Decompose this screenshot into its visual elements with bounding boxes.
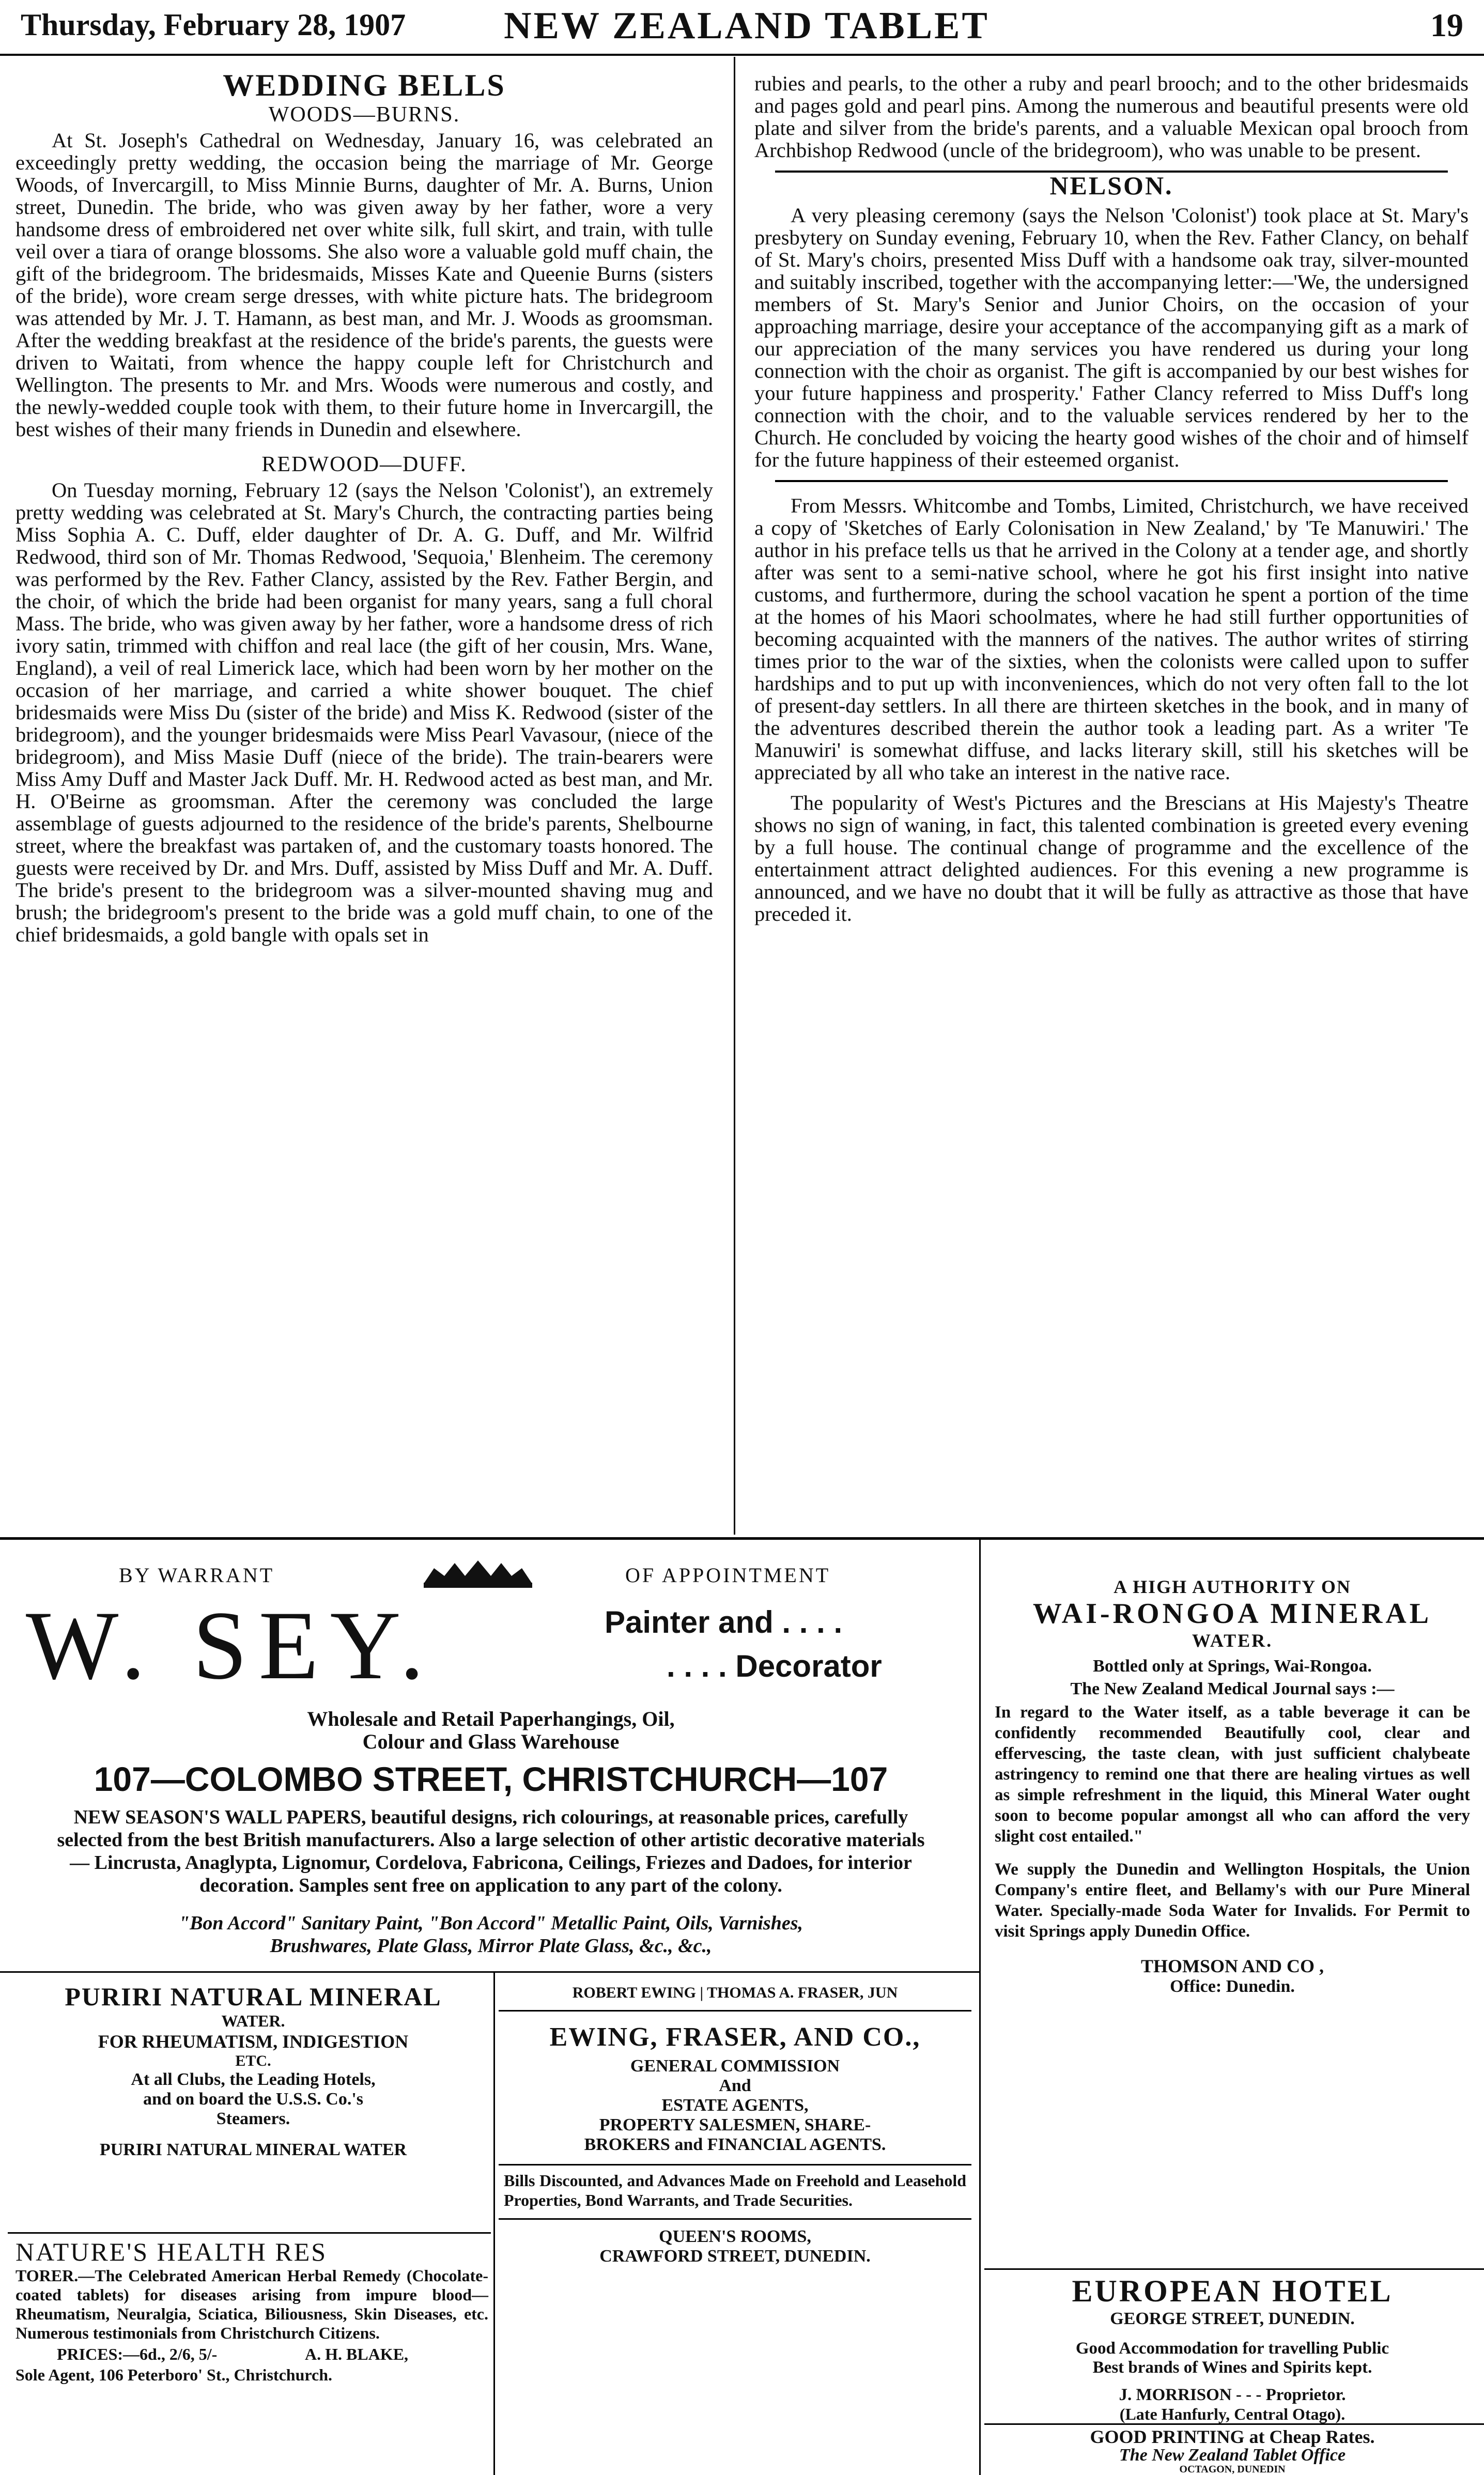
w-sey-advert bbox=[16, 1548, 966, 1982]
decorator-label: . . . . Decorator bbox=[667, 1649, 882, 1683]
sketches-review-paragraph: From Messrs. Whitcombe and Tombs, Limited, Christchurch, we have received a copy of 'Sketches of Early Colonisation in New Zealand,' by 'Te Manuwiri.' The author in his preface tells us that he arrived in the Colony at a tender age, and shortly after was sent to a semi-native school, where he got his first insight into native customs, and furthermore, during the school vacation he spent a portion of the time at the homes of his Maori schoolmates, where he had still further opportunities of becoming acquainted with the manners of the natives. The author writes of stirring times prior to the war of the sixties, when the colonists were called upon to suffer hardships and to put up with inconveniences, which do not very often fall to the lot of present-day settlers. In all there are thirteen sketches in the book, and in many of the adventures described therein the author took a leading part. As a writer 'Te Manuwiri' is somewhat diffuse, and lacks literary skill, still his sketches will be appreciated by all who take an interest in the native race. bbox=[754, 494, 1468, 784]
sey-body: NEW SEASON'S WALL PAPERS, beautiful designs, rich colourings, at reasonable prices, carefully selected from the best British manufacturers. Also a large selection of other artistic decorative materials — Lincrusta, Anaglypta, Lignomur, Cordelova, Fabricona, Ceilings, Friezes and Dadoes, for interior decoration. Samples sent free on application to any part of the colony. bbox=[57, 1806, 925, 1896]
thomson-office: Office: Dunedin. bbox=[1170, 1977, 1295, 1996]
section-rule bbox=[775, 480, 1448, 482]
puriri-footer: PURIRI NATURAL MINERAL WATER bbox=[99, 2140, 407, 2159]
advert-divider bbox=[0, 1971, 979, 1973]
good-printing: GOOD PRINTING at Cheap Rates. bbox=[1090, 2426, 1375, 2447]
redwood-duff-paragraph: On Tuesday morning, February 12 (says the Nelson 'Colonist'), an extremely pretty wedding was celebrated at St. Mary's Church, the contracting parties being Miss Sophia A. C. Duff, elder daughter of Dr. A. G. Duff, and Mr. Wilfrid Redwood, third son of Mr. Thomas Redwood, 'Sequoia,' Blenheim. The ceremony was performed by the Rev. Father Clancy, assisted by the Rev. Father Bergin, and the choir, of which the bride had been organist for many years, sang a full choral Mass. The bride, who was given away by her father, wore a handsome dress of rich ivory satin, trimmed with chiffon and real lace (the gift of her cousin, Mrs. Wane, England), a veil of real Limerick lace, which had been worn by her mother on the occasion of her marriage, and carried a white shower bouquet. The chief bridesmaids were Miss Du (sister of the bride) and Miss K. Redwood (sister of the bridegroom), and the younger bridesmaids were Miss Pearl Vavasour, (niece of the bridegroom), and Miss Masie Duff (niece of the bride). The train-bearers were Miss Amy Duff and Master Jack Duff. Mr. H. Redwood acted as best man, and Mr. H. O'Beirne as groomsman. After the ceremony was concluded the large assemblage of guests adjourned to the residence of the bride's parents, Shelbourne street, where the breakfast was partaken of, and the customary toasts honored. The guests were received by Dr. and Mrs. Duff, assisted by Miss Duff and Mr. A. Duff. The bride's present to the bridegroom was a silver-mounted shaving mug and brush; the bridegroom's present to the bride was a gold muff chain, to one of the chief bridesmaids, a gold bangle with opals set in bbox=[16, 478, 713, 946]
nelson-paragraph: A very pleasing ceremony (says the Nelson 'Colonist') took place at St. Mary's presbytery on Sunday evening, February 10, when the Rev. Father Clancy, on behalf of St. Mary's choirs, presented Miss Duff with a handsome oak tray, silver-mounted and suitably inscribed, together with the accompanying letter:—'We, the undersigned members of St. Mary's Senior and Junior Choirs, on the occasion of your approaching marriage, desire your acceptance of the accompanying gift as a mark of our appreciation of the many services you have rendered us during your long connection with the choir as organist. The gift is accompanied by our best wishes for your future happiness and prosperity.' Father Clancy referred to Miss Duff's long connection with the choir, and to the valuable services rendered by her to the Church. He concluded by voicing the hearty good wishes of the choir and of himself for the future happiness of their esteemed organist. bbox=[754, 204, 1468, 471]
european-hotel-advert bbox=[990, 2273, 1475, 2424]
painter-label: Painter and . . . . bbox=[605, 1605, 843, 1639]
natures-agent: A. H. BLAKE, bbox=[305, 2345, 409, 2363]
puriri-steamers: Steamers. bbox=[216, 2109, 290, 2128]
ewing-rooms: QUEEN'S ROOMS, bbox=[659, 2227, 811, 2246]
european-hotel-l1: Good Accommodation for travelling Public bbox=[1075, 2339, 1389, 2358]
ewing-l3: ESTATE AGENTS, bbox=[661, 2096, 809, 2115]
ewing-l2: And bbox=[719, 2076, 751, 2095]
european-hotel-street: GEORGE STREET, DUNEDIN. bbox=[1110, 2309, 1355, 2328]
ewing-l1: GENERAL COMMISSION bbox=[630, 2056, 840, 2076]
natures-title: NATURE'S HEALTH RES bbox=[16, 2237, 328, 2266]
w-sey-name: W. SEY. bbox=[26, 1591, 436, 1700]
advert-divider bbox=[8, 2232, 491, 2234]
ewing-rule bbox=[499, 2218, 971, 2220]
warehouse-line-2: Colour and Glass Warehouse bbox=[362, 1730, 620, 1753]
wedding-bells-title: WEDDING BELLS bbox=[223, 68, 506, 102]
nelson-title: NELSON. bbox=[1049, 171, 1173, 200]
warehouse-line-1: Wholesale and Retail Paperhangings, Oil, bbox=[307, 1707, 675, 1730]
masthead: NEW ZEALAND TABLET bbox=[504, 5, 990, 47]
ewing-body: Bills Discounted, and Advances Made on Freehold and Leasehold Properties, Bond Warrants, and Trade Securities. bbox=[504, 2171, 966, 2209]
wai-rongoa-quote: In regard to the Water itself, as a table beverage it can be confidently recommended Beautifully cool, clear and effervescing, the taste clean, with just sufficient chalybeate astringency to remind one that there are healing virtues as well as simple refreshment in the liquid, this Mineral Water ought soon to become popular amongst all who can afford the very slight cost entailed." bbox=[995, 1703, 1470, 1846]
european-hotel-l2: Best brands of Wines and Spirits kept. bbox=[1092, 2358, 1372, 2377]
advert-divider-vertical bbox=[493, 1971, 495, 2475]
puriri-advert bbox=[16, 1982, 491, 2160]
tablet-office-address: OCTAGON, DUNEDIN bbox=[1179, 2464, 1286, 2475]
page-number: 19 bbox=[1430, 7, 1463, 43]
tablet-office-advert bbox=[990, 2427, 1475, 2474]
natures-body: TORER.—The Celebrated American Herbal Remedy (Chocolate-coated tablets) for diseases arising from impure blood—Rheumatism, Neuralgia, Sciatica, Biliousness, Skin Diseases, etc. Numerous testimonials from Christchurch Citizens. bbox=[16, 2266, 488, 2342]
woods-burns-paragraph: At St. Joseph's Cathedral on Wednesday, January 16, was celebrated an exceedingly pretty wedding, the occasion being the marriage of Mr. George Woods, of Invercargill, to Miss Minnie Burns, daughter of Mr. A. Burns, Union street, Dunedin. The bride, who was given away by her father, wore a very handsome dress of embroidered net over white silk, full skirt, and train, with tulle veil over a tiara of orange blossoms. She also wore a valuable gold muff chain, the gift of the bridegroom. The bridesmaids, Misses Kate and Queenie Burns (sisters of the bride), wore cream serge dresses, with white picture hats. The bridegroom was attended by Mr. J. T. Hamann, as best man, and Mr. J. Woods as groomsman. After the wedding breakfast at the residence of the bride's parents, the guests were driven to Waitati, from whence the happy couple left for Christchurch and Wellington. The presents to Mr. and Mrs. Woods were numerous and costly, and the newly-wedded couple took with them, to their future home in Invercargill, the best wishes of their many friends in Dunedin and elsewhere. bbox=[16, 129, 713, 441]
ewing-partners: ROBERT EWING | THOMAS A. FRASER, JUN bbox=[572, 1984, 898, 2001]
sey-footer bbox=[16, 1912, 966, 1957]
puriri-rheumatism: FOR RHEUMATISM, INDIGESTION bbox=[98, 2031, 409, 2052]
natures-price-row bbox=[16, 2345, 488, 2365]
puriri-title: PURIRI NATURAL MINERAL bbox=[65, 1982, 442, 2011]
natures-address: Sole Agent, 106 Peterboro' St., Christchurch. bbox=[16, 2365, 332, 2384]
advert-divider bbox=[984, 2423, 1484, 2425]
puriri-water: WATER. bbox=[221, 2012, 285, 2030]
warehouse-lines bbox=[16, 1708, 966, 1753]
puriri-clubs: At all Clubs, the Leading Hotels, bbox=[131, 2070, 376, 2089]
natures-prices: PRICES:—6d., 2/6, 5/- bbox=[57, 2345, 218, 2363]
advert-divider bbox=[984, 2268, 1484, 2270]
wai-rongoa-supply: We supply the Dunedin and Wellington Hospitals, the Union Company's entire fleet, and Bellamy's with our Pure Mineral Water. Specially-made Soda Water for Invalids. For Permit to visit Springs apply Dunedin Office. bbox=[995, 1860, 1470, 1941]
woods-burns-subhead: WOODS—BURNS. bbox=[268, 103, 460, 127]
european-hotel-title: EUROPEAN HOTEL bbox=[1072, 2274, 1393, 2308]
european-hotel-proprietor: J. MORRISON - - - Proprietor. bbox=[1119, 2386, 1346, 2404]
of-appointment-label: OF APPOINTMENT bbox=[625, 1564, 831, 1587]
royal-crest-icon bbox=[419, 1558, 537, 1589]
advert-divider-vertical bbox=[979, 1540, 981, 2475]
ewing-l4: PROPERTY SALESMEN, SHARE- bbox=[599, 2115, 871, 2134]
sey-address: 107—COLOMBO STREET, CHRISTCHURCH—107 bbox=[94, 1760, 888, 1798]
sey-footer-2: Brushwares, Plate Glass, Mirror Plate Glass, &c., &c., bbox=[270, 1935, 712, 1957]
tablet-office-name: The New Zealand Tablet Office bbox=[1119, 2446, 1346, 2465]
advert-section-rule bbox=[0, 1537, 1484, 1540]
page-header bbox=[0, 0, 1484, 56]
thomson-firm: THOMSON AND CO , bbox=[1140, 1956, 1324, 1976]
wai-rongoa-advert bbox=[990, 1576, 1475, 1997]
ewing-title: EWING, FRASER, AND CO., bbox=[549, 2022, 921, 2052]
ewing-rule bbox=[499, 2010, 971, 2012]
ewing-l5: BROKERS and FINANCIAL AGENTS. bbox=[584, 2135, 886, 2154]
puriri-board: and on board the U.S.S. Co.'s bbox=[143, 2090, 364, 2109]
european-hotel-late: (Late Hanfurly, Central Otago). bbox=[1119, 2405, 1346, 2423]
by-warrant-label: BY WARRANT bbox=[119, 1564, 275, 1587]
natures-advert bbox=[16, 2237, 488, 2385]
right-column bbox=[754, 72, 1468, 925]
ewing-rule bbox=[499, 2164, 971, 2165]
ewing-fraser-advert bbox=[499, 1984, 971, 2266]
sey-footer-1: "Bon Accord" Sanitary Paint, "Bon Accord" Metallic Paint, Oils, Varnishes, bbox=[178, 1912, 803, 1934]
redwood-duff-continued: rubies and pearls, to the other a ruby and pearl brooch; and to the other bridesmaids and pages gold and pearl pins. Among the numerous and beautiful presents were old plate and silver from the bride's parents, and a valuable Mexican opal brooch from Archbishop Redwood (uncle of the bridegroom), who was unable to be present. bbox=[754, 72, 1468, 162]
puriri-etc: ETC. bbox=[235, 2052, 271, 2069]
wai-rongoa-l2: WAI-RONGOA MINERAL bbox=[1032, 1598, 1432, 1630]
wai-rongoa-l1: A HIGH AUTHORITY ON bbox=[1114, 1576, 1351, 1597]
ewing-street: CRAWFORD STREET, DUNEDIN. bbox=[599, 2247, 871, 2266]
wai-rongoa-l5: The New Zealand Medical Journal says :— bbox=[1070, 1679, 1395, 1698]
redwood-duff-subhead: REDWOOD—DUFF. bbox=[261, 453, 467, 476]
column-divider bbox=[734, 57, 735, 1535]
issue-date: Thursday, February 28, 1907 bbox=[21, 8, 406, 42]
wedding-column bbox=[16, 68, 713, 946]
wai-rongoa-l3: WATER. bbox=[1192, 1630, 1273, 1651]
wai-rongoa-l4: Bottled only at Springs, Wai-Rongoa. bbox=[1093, 1657, 1372, 1676]
wests-pictures-paragraph: The popularity of West's Pictures and the Brescians at His Majesty's Theatre shows no sign of waning, in fact, this talented combination is greeted every evening by a full house. The continual change of programme and the excellence of the entertainment attract delighted audiences. For this evening a new programme is announced, and we have no doubt that it will be fully as attractive as those that have preceded it. bbox=[754, 791, 1468, 925]
